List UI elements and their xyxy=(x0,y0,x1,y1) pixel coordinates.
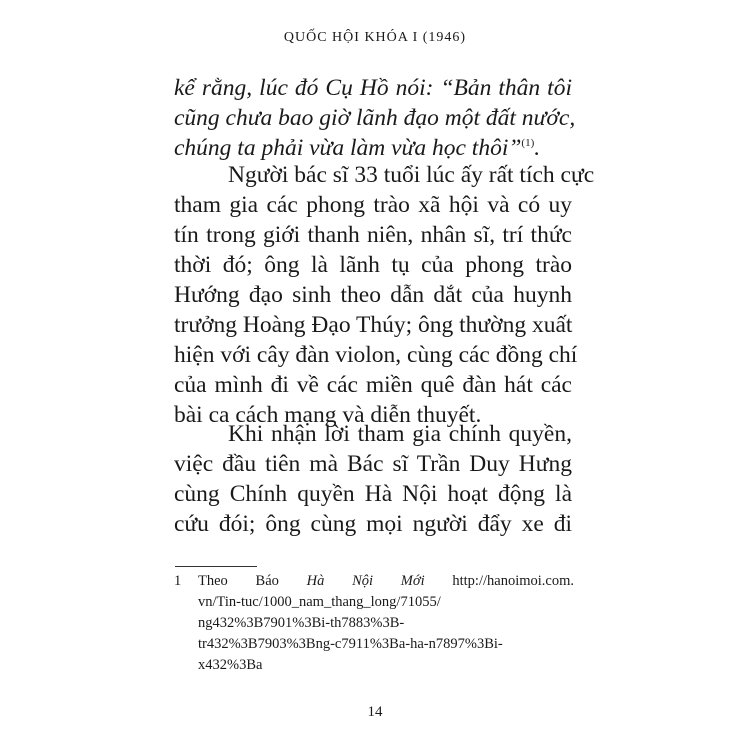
quote-line-2: cũng chưa bao giờ lãnh đạo một đất nước, xyxy=(174,105,576,131)
footnote-line-1 xyxy=(198,571,574,592)
footnote-divider xyxy=(175,566,257,567)
para1-line-7: hiện với cây đàn violon, cùng các đồng chí xyxy=(174,342,578,368)
body-paragraph-2 xyxy=(174,419,572,539)
footnote-prefix: Theo Báo xyxy=(198,573,307,589)
para2-line-2: việc đầu tiên mà Bác sĩ Trần Duy Hưng xyxy=(174,451,572,477)
para1-line-9: bài ca cách mạng và diễn thuyết. xyxy=(174,402,482,428)
quote-line-3 xyxy=(174,133,572,163)
footnote-line-5[interactable]: x432%3Ba xyxy=(198,657,263,673)
footnote-url-start[interactable]: http://hanoimoi.com. xyxy=(452,573,574,589)
page-number: 14 xyxy=(367,704,383,720)
footnote-line-4[interactable]: tr432%3B7903%3Bng-c7911%3Ba-ha-n7897%3Bi- xyxy=(198,636,503,652)
running-header: QUỐC HỘI KHÓA I (1946) xyxy=(283,30,467,45)
body-paragraph-1 xyxy=(174,160,595,430)
para1-line-1: Người bác sĩ 33 tuổi lúc ấy rất tích cực xyxy=(228,162,595,188)
footnote-line-3[interactable]: ng432%3B7901%3Bi-th7883%3B- xyxy=(198,615,405,631)
footnote-source: Hà Nội Mới xyxy=(306,573,425,589)
para1-line-6: trưởng Hoàng Đạo Thúy; ông thường xuất xyxy=(174,312,573,338)
para1-line-2: tham gia các phong trào xã hội và có uy xyxy=(174,192,572,218)
footnote-line-2[interactable]: vn/Tin-tuc/1000_nam_thang_long/71055/ xyxy=(198,594,441,610)
para2-line-1: Khi nhận lời tham gia chính quyền, xyxy=(228,421,572,447)
para2-line-3: cùng Chính quyền Hà Nội hoạt động là xyxy=(174,481,572,507)
para1-line-4: thời đó; ông là lãnh tụ của phong trào xyxy=(174,252,572,278)
para1-line-5: Hướng đạo sinh theo dẫn dắt của huynh xyxy=(174,282,572,308)
para1-line-8: của mình đi về các miền quê đàn hát các xyxy=(174,372,572,398)
para1-line-3: tín trong giới thanh niên, nhân sĩ, trí thức xyxy=(174,222,572,248)
quote-paragraph xyxy=(174,73,576,163)
para2-line-4: cứu đói; ông cùng mọi người đẩy xe đi xyxy=(174,511,572,537)
quote-end-punct: . xyxy=(534,135,541,161)
footnote xyxy=(174,571,574,676)
footnote-reference[interactable]: (1) xyxy=(521,137,535,150)
footnote-body xyxy=(198,571,574,592)
quote-line-3-text: chúng ta phải vừa làm vừa học thôi” xyxy=(174,135,522,161)
footnote-number: 1 xyxy=(174,573,182,589)
quote-line-1: kể rằng, lúc đó Cụ Hồ nói: “Bản thân tôi xyxy=(174,75,572,101)
